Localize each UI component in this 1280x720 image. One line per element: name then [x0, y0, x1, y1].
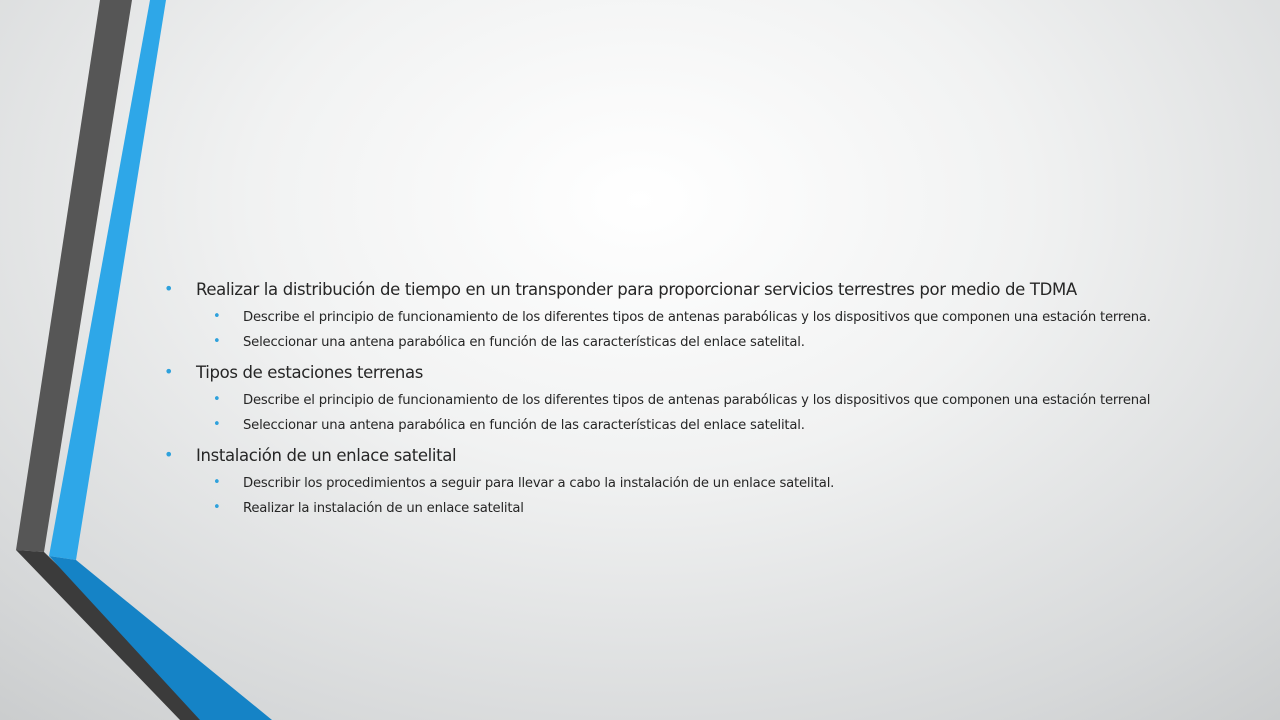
- section-1-subitem-1: [213, 309, 1178, 325]
- subitem-text: Seleccionar una antena parabólica en función de las características del enlace satelital.: [243, 335, 805, 350]
- bullet-icon: •: [164, 445, 174, 464]
- section-1-subitem-2: [213, 334, 1178, 350]
- section-2: [164, 361, 1178, 385]
- subitem-text: Describe el principio de funcionamiento de los diferentes tipos de antenas parabólicas y los dispositivos que componen una estación terrenal: [243, 393, 1151, 408]
- section-3: [164, 444, 1178, 468]
- bullet-icon: •: [164, 279, 174, 298]
- bullet-icon: •: [213, 334, 221, 349]
- bullet-icon: •: [164, 362, 174, 381]
- section-2-subitem-1: [213, 392, 1178, 408]
- subitem-text: Describe el principio de funcionamiento de los diferentes tipos de antenas parabólicas y los dispositivos que componen una estación terrena.: [243, 310, 1151, 325]
- bullet-icon: •: [213, 475, 221, 490]
- section-2-subitem-2: [213, 417, 1178, 433]
- bullet-icon: •: [213, 417, 221, 432]
- section-1: [164, 278, 1178, 302]
- subitem-text: Seleccionar una antena parabólica en función de las características del enlace satelital.: [243, 418, 805, 433]
- subitem-text: Describir los procedimientos a seguir para llevar a cabo la instalación de un enlace satelital.: [243, 476, 835, 491]
- subitem-text: Realizar la instalación de un enlace satelital: [243, 501, 524, 516]
- bullet-list: [164, 278, 1178, 527]
- bullet-icon: •: [213, 392, 221, 407]
- section-1-text: Realizar la distribución de tiempo en un transponder para proporcionar servicios terrestres por medio de TDMA: [196, 280, 1077, 299]
- section-3-text: Instalación de un enlace satelital: [196, 446, 457, 465]
- bullet-icon: •: [213, 309, 221, 324]
- bullet-icon: •: [213, 500, 221, 515]
- section-3-subitem-2: [213, 500, 1178, 516]
- section-3-subitem-1: [213, 475, 1178, 491]
- section-2-text: Tipos de estaciones terrenas: [196, 363, 424, 382]
